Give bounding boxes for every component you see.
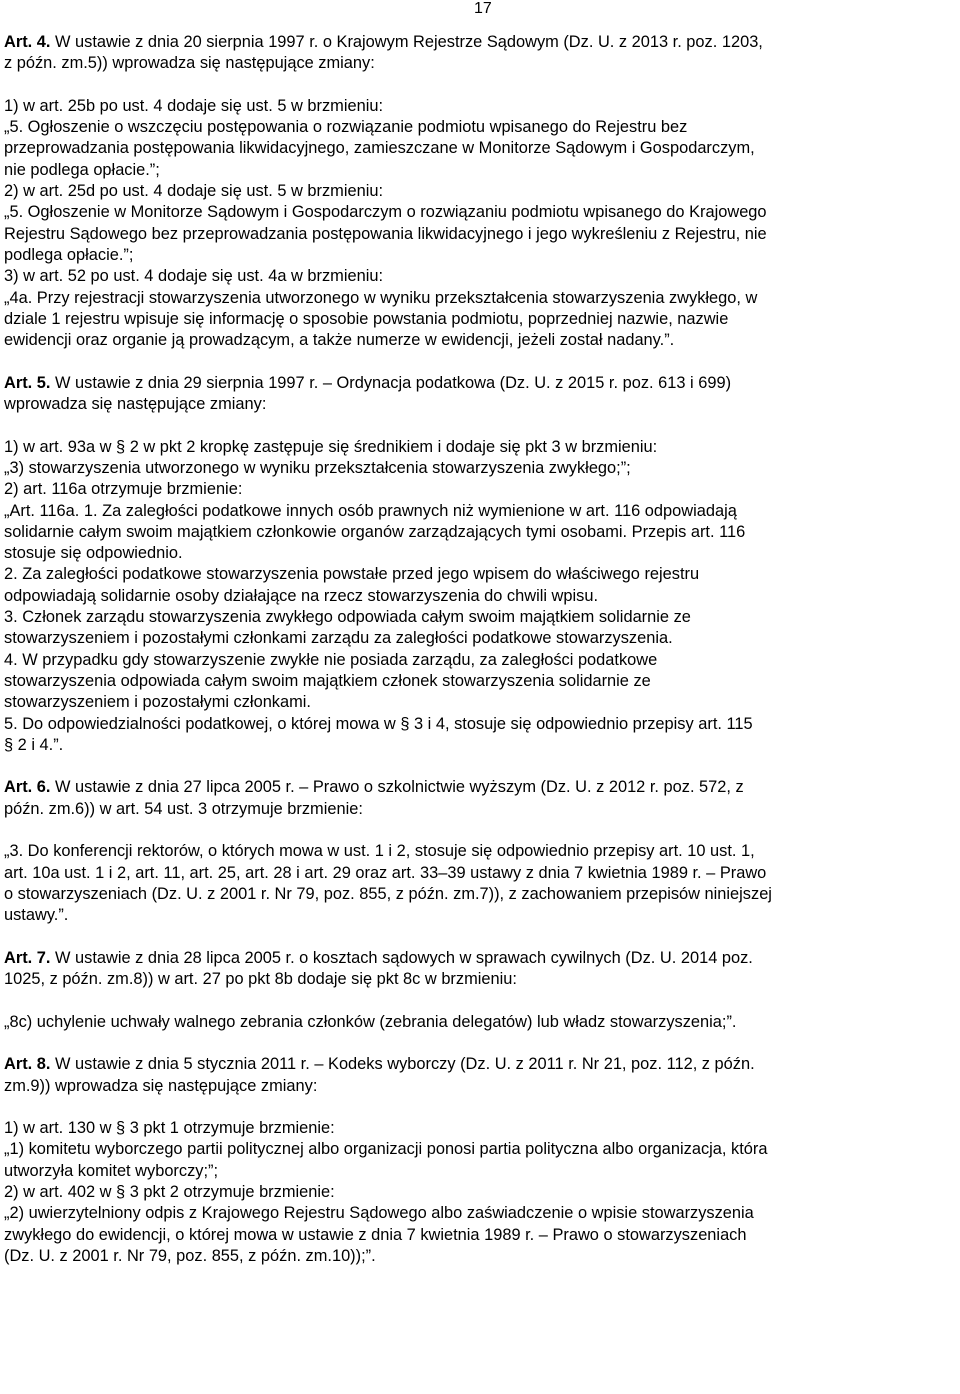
article-text-line: zm.9)) wprowadza się następujące zmiany: bbox=[4, 1076, 318, 1095]
article-text-line: 1) w art. 130 w § 3 pkt 1 otrzymuje brzmienie: bbox=[4, 1119, 335, 1138]
article-text-line: dziale 1 rejestru wpisuje się informację o sposobie powstania podmiotu, poprzedniej nazwie, nazwie bbox=[4, 309, 729, 328]
article-text-line: „Art. 116a. 1. Za zaległości podatkowe innych osób prawnych niż wymienione w art. 116 odpowiadają bbox=[4, 501, 737, 520]
article-text-line: stowarzyszeniem i pozostałymi członkami zarządu za zaległości podatkowe stowarzyszenia. bbox=[4, 629, 673, 648]
page-number: 17 bbox=[474, 0, 492, 17]
article-4 bbox=[4, 32, 954, 351]
article-text-line: „5. Ogłoszenie w Monitorze Sądowym i Gospodarczym o rozwiązaniu podmiotu wpisanego do Krajowego bbox=[4, 203, 767, 222]
article-text-line: 3) w art. 52 po ust. 4 dodaje się ust. 4a w brzmieniu: bbox=[4, 267, 384, 286]
article-text-line: odpowiadają solidarnie osoby działające na rzecz stowarzyszenia do chwili wpisu. bbox=[4, 586, 599, 605]
article-text-line: Rejestru Sądowego bez przeprowadzania postępowania likwidacyjnego i jego wykreśleniu z Rejestru, nie bbox=[4, 224, 767, 243]
article-text-line: W ustawie z dnia 20 sierpnia 1997 r. o Krajowym Rejestrze Sądowym (Dz. U. z 2013 r. poz. 1203, bbox=[50, 33, 763, 51]
article-text-line: 1) w art. 93a w § 2 w pkt 2 kropkę zastępuje się średnikiem i dodaje się pkt 3 w brzmieniu: bbox=[4, 437, 658, 456]
article-4-heading-line bbox=[4, 32, 954, 53]
article-text-line: 2) w art. 25d po ust. 4 dodaje się ust. 5 w brzmieniu: bbox=[4, 182, 384, 201]
article-text-line: 1) w art. 25b po ust. 4 dodaje się ust. 5 w brzmieniu: bbox=[4, 96, 384, 115]
article-7 bbox=[4, 948, 954, 1033]
article-text-line: 1025, z późn. zm.8)) w art. 27 po pkt 8b dodaje się pkt 8c w brzmieniu: bbox=[4, 970, 517, 989]
article-text-line: W ustawie z dnia 28 lipca 2005 r. o kosztach sądowych w sprawach cywilnych (Dz. U. 2014 poz. bbox=[50, 948, 753, 967]
article-text-line: wprowadza się następujące zmiany: bbox=[4, 395, 267, 414]
article-text-line: art. 10a ust. 1 i 2, art. 11, art. 25, art. 28 i art. 29 oraz art. 33–39 ustawy z dnia 7 kwietnia 1989 r. – Prawo bbox=[4, 863, 767, 882]
article-4-label: Art. 4. bbox=[4, 33, 51, 51]
article-text-line: (Dz. U. z 2001 r. Nr 79, poz. 855, z późn. zm.10));”. bbox=[4, 1246, 376, 1265]
article-text-line: późn. zm.6)) w art. 54 ust. 3 otrzymuje brzmienie: bbox=[4, 799, 363, 818]
article-text-line: ewidencji oraz organie ją prowadzącym, a także numerze w ewidencji, jeżeli został nadany.”. bbox=[4, 331, 675, 350]
article-text-line: z późn. zm.5)) wprowadza się następujące zmiany: bbox=[4, 54, 375, 73]
article-text-line: W ustawie z dnia 27 lipca 2005 r. – Prawo o szkolnictwie wyższym (Dz. U. z 2012 r. poz. 572, z bbox=[50, 778, 744, 797]
article-text-line: stowarzyszenia odpowiada całym swoim majątkiem członek stowarzyszenia solidarnie ze bbox=[4, 671, 651, 690]
article-7-heading-line bbox=[4, 948, 954, 969]
article-text-line: nie podlega opłacie.”; bbox=[4, 160, 160, 179]
article-text-line: 2) w art. 402 w § 3 pkt 2 otrzymuje brzmienie: bbox=[4, 1183, 335, 1202]
article-text-line: 3. Członek zarządu stowarzyszenia zwykłego odpowiada całym swoim majątkiem solidarnie ze bbox=[4, 608, 691, 627]
article-text-line: W ustawie z dnia 29 sierpnia 1997 r. – Ordynacja podatkowa (Dz. U. z 2015 r. poz. 613 i 699) bbox=[50, 373, 732, 392]
article-text-line: § 2 i 4.”. bbox=[4, 735, 64, 754]
article-text-line: stosuje się odpowiednio. bbox=[4, 544, 183, 563]
article-text-line: zwykłego do ewidencji, o której mowa w ustawie z dnia 7 kwietnia 1989 r. – Prawo o stowarzyszeniach bbox=[4, 1225, 747, 1244]
article-8-heading-line bbox=[4, 1054, 954, 1075]
article-text-line: utworzyła komitet wyborczy;”; bbox=[4, 1161, 219, 1180]
article-text-line: „4a. Przy rejestracji stowarzyszenia utworzonego w wyniku przekształcenia stowarzyszenia zwykłego, w bbox=[4, 288, 758, 307]
article-text-line: W ustawie z dnia 5 stycznia 2011 r. – Kodeks wyborczy (Dz. U. z 2011 r. Nr 21, poz. 112, z późn. bbox=[50, 1055, 755, 1074]
article-text-line: 2. Za zaległości podatkowe stowarzyszenia powstałe przed jego wpisem do właściwego rejestru bbox=[4, 565, 700, 584]
article-text-line: stowarzyszeniem i pozostałymi członkami. bbox=[4, 693, 311, 712]
article-text-line: „1) komitetu wyborczego partii politycznej albo organizacji ponosi partia polityczna albo organizacja, która bbox=[4, 1140, 768, 1159]
article-5 bbox=[4, 373, 954, 756]
article-5-label: Art. 5. bbox=[4, 373, 51, 392]
article-text-line: „8c) uchylenie uchwały walnego zebrania członków (zebrania delegatów) lub władz stowarzyszenia;”. bbox=[4, 1012, 737, 1031]
article-text-line: „5. Ogłoszenie o wszczęciu postępowania o rozwiązanie podmiotu wpisanego do Rejestru bez bbox=[4, 118, 688, 137]
article-7-label: Art. 7. bbox=[4, 948, 51, 967]
article-5-heading-line bbox=[4, 373, 954, 394]
article-8-label: Art. 8. bbox=[4, 1055, 51, 1074]
article-text-line: o stowarzyszeniach (Dz. U. z 2001 r. Nr 79, poz. 855, z późn. zm.7)), z zachowaniem przepisów niniejszej bbox=[4, 884, 772, 903]
article-text-line: 4. W przypadku gdy stowarzyszenie zwykłe nie posiada zarządu, za zaległości podatkowe bbox=[4, 650, 658, 669]
article-text-line: 2) art. 116a otrzymuje brzmienie: bbox=[4, 480, 243, 499]
article-8 bbox=[4, 1054, 954, 1267]
article-text-line: „2) uwierzytelniony odpis z Krajowego Rejestru Sądowego albo zaświadczenie o wpisie stowarzyszenia bbox=[4, 1204, 754, 1223]
article-text-line: „3. Do konferencji rektorów, o których mowa w ust. 1 i 2, stosuje się odpowiednio przepisy art. 10 ust. 1, bbox=[4, 842, 755, 861]
article-text-line: 5. Do odpowiedzialności podatkowej, o której mowa w § 3 i 4, stosuje się odpowiednio przepisy art. 115 bbox=[4, 714, 753, 733]
article-text-line: „3) stowarzyszenia utworzonego w wyniku przekształcenia stowarzyszenia zwykłego;”; bbox=[4, 458, 631, 477]
article-text-line: solidarnie całym swoim majątkiem członkowie organów zarządzających tymi osobami. Przepis art. 116 bbox=[4, 522, 746, 541]
article-text-line: przeprowadzania postępowania likwidacyjnego, zamieszczane w Monitorze Sądowym i Gospodarczym, bbox=[4, 139, 755, 158]
article-6-label: Art. 6. bbox=[4, 778, 51, 797]
article-6-heading-line bbox=[4, 777, 954, 798]
document-body bbox=[4, 32, 954, 1267]
article-text-line: podlega opłacie.”; bbox=[4, 245, 134, 264]
article-6 bbox=[4, 777, 954, 926]
article-text-line: ustawy.”. bbox=[4, 906, 69, 925]
